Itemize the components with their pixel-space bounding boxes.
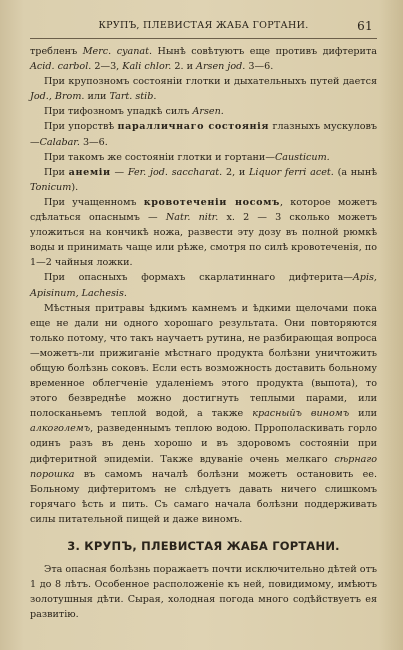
- paragraph-10: [30, 562, 377, 622]
- text-run: 3—6.: [79, 136, 108, 148]
- text-run: При крупозномъ состояніи глотки и дыхательныхъ путей дается: [44, 76, 377, 88]
- latin-remedy: Fer. jod. saccharat.: [127, 166, 223, 178]
- text-run: Нынѣ совѣтуютъ еще противъ дифтерита: [152, 46, 377, 57]
- italic-term: красныйъ виномъ: [252, 408, 350, 420]
- text-run: ).: [71, 181, 79, 193]
- page-body: [30, 44, 377, 622]
- running-header: [30, 20, 377, 36]
- latin-remedy: Causticum.: [274, 151, 330, 163]
- text-run: При опасныхъ формахъ скарлатиннаго дифтерита—: [44, 272, 353, 284]
- text-run: 2. и: [171, 61, 197, 73]
- text-run: При такомъ же состояніи глотки и гортани—: [44, 151, 275, 163]
- page-number: 61: [357, 19, 373, 33]
- paragraph-9: [30, 301, 377, 527]
- italic-term: алкоголемъ: [30, 423, 91, 435]
- paragraph-3: [30, 104, 377, 119]
- paragraph-2: [30, 74, 377, 104]
- section-heading: 3. КРУПЪ, ПЛЕВИСТАЯ ЖАБА ГОРТАНИ.: [67, 539, 340, 553]
- latin-remedy: Tart. stib.: [109, 91, 157, 103]
- text-run: При: [44, 166, 69, 178]
- paragraph-5: [30, 150, 377, 165]
- text-run: глазныхъ мускуловъ—: [30, 121, 377, 148]
- paragraph-6: [30, 165, 377, 195]
- text-run: Мѣстныя притравы ѣдкимъ камнемъ и ѣдкими щелочами пока еще не дали ни одного хорошаго результата. Они повторяются только потому, что такъ научаетъ рутина, не разбирающая вопроса—можетъ-ли прижиганіе мѣстнаго продукта болѣзни уничтожить общую болѣзнь соковъ. Если есть возможность доставить больному временное облегченіе удаленіемъ этого продукта (выпота), то этого безвреднѣе можно достигнуть теплыми парами, или полосканьемъ теплой водой, а также: [30, 302, 377, 420]
- spaced-term: паралличнаго состоянія: [117, 121, 270, 133]
- spaced-term: анеміи: [68, 166, 111, 178]
- latin-remedy: Merc. cyanat.: [82, 46, 153, 57]
- latin-remedy: Jod., Brom.: [30, 91, 85, 103]
- text-run: 3—6.: [245, 61, 274, 73]
- text-run: 2—3,: [91, 61, 123, 73]
- latin-remedy: Arsen jod.: [196, 61, 246, 73]
- latin-remedy: Acid. carbol.: [30, 61, 92, 73]
- running-title: КРУПЪ, ПЛЕВИСТАЯ ЖАБА ГОРТАНИ.: [98, 20, 309, 31]
- latin-remedy: Kali chlor.: [122, 61, 172, 73]
- text-run: При учащенномъ: [44, 196, 144, 208]
- paragraph-4: [30, 119, 377, 149]
- text-run: или: [349, 408, 377, 420]
- text-run: требленъ: [30, 46, 83, 57]
- text-run: При упорствѣ: [44, 121, 118, 133]
- paragraph-7: [30, 195, 377, 270]
- text-run: (а нынѣ: [333, 166, 378, 178]
- paragraph-1: [30, 44, 377, 74]
- header-rule: [30, 38, 377, 39]
- latin-remedy: Apis, Apisinum, Lachesis.: [30, 272, 377, 299]
- italic-term: сѣрнаго порошка: [30, 453, 377, 480]
- text-run: , которое можетъ сдѣлаться опаснымъ —: [30, 196, 377, 224]
- text-run: Эта опасная болѣзнь поражаетъ почти исключительно дѣтей отъ 1 до 8 лѣтъ. Особенное расположеніе къ ней, повидимому, имѣютъ золотушныя дѣти. Сырая, холодная погода много содѣйствуетъ ея развитію.: [30, 564, 377, 621]
- text-run: —: [110, 166, 128, 178]
- latin-remedy: Arsen.: [192, 106, 224, 118]
- latin-remedy: Natr. nitr.: [165, 212, 219, 224]
- latin-remedy: Calabar.: [39, 136, 80, 148]
- spaced-term: кровотеченіи носомъ: [143, 196, 280, 208]
- text-run: въ самомъ началѣ болѣзни можетъ остановить ее. Больному дифтеритомъ не слѣдуетъ давать ничего слишкомъ горячаго ѣсть и пить. Съ самаго начала болѣзни поддерживать силы питательной пищей и даже виномъ.: [30, 468, 377, 525]
- paragraph-8: [30, 270, 377, 300]
- text-run: При тифозномъ упадкѣ силъ: [44, 106, 193, 118]
- text-run: или: [84, 91, 110, 103]
- latin-remedy: Tonicum: [30, 181, 72, 193]
- text-run: х. 2 — 3 сколько можетъ уложиться на кончикѣ ножа, развести эту дозу въ полной рюмкѣ воды и принимать чаще или рѣже, смотря по силѣ кровотеченія, по 1—2 чайныя ложки.: [30, 212, 377, 269]
- text-run: 2, и: [222, 166, 250, 178]
- latin-remedy: Liquor ferri acet.: [249, 166, 334, 178]
- text-run: , разведеннымъ теплою водою. Пррополаскивать горло одинъ разъ въ день хорошо и въ здоровомъ состояніи при дифтеритной эпидеміи. Также вдуваніе очень мелкаго: [30, 423, 377, 465]
